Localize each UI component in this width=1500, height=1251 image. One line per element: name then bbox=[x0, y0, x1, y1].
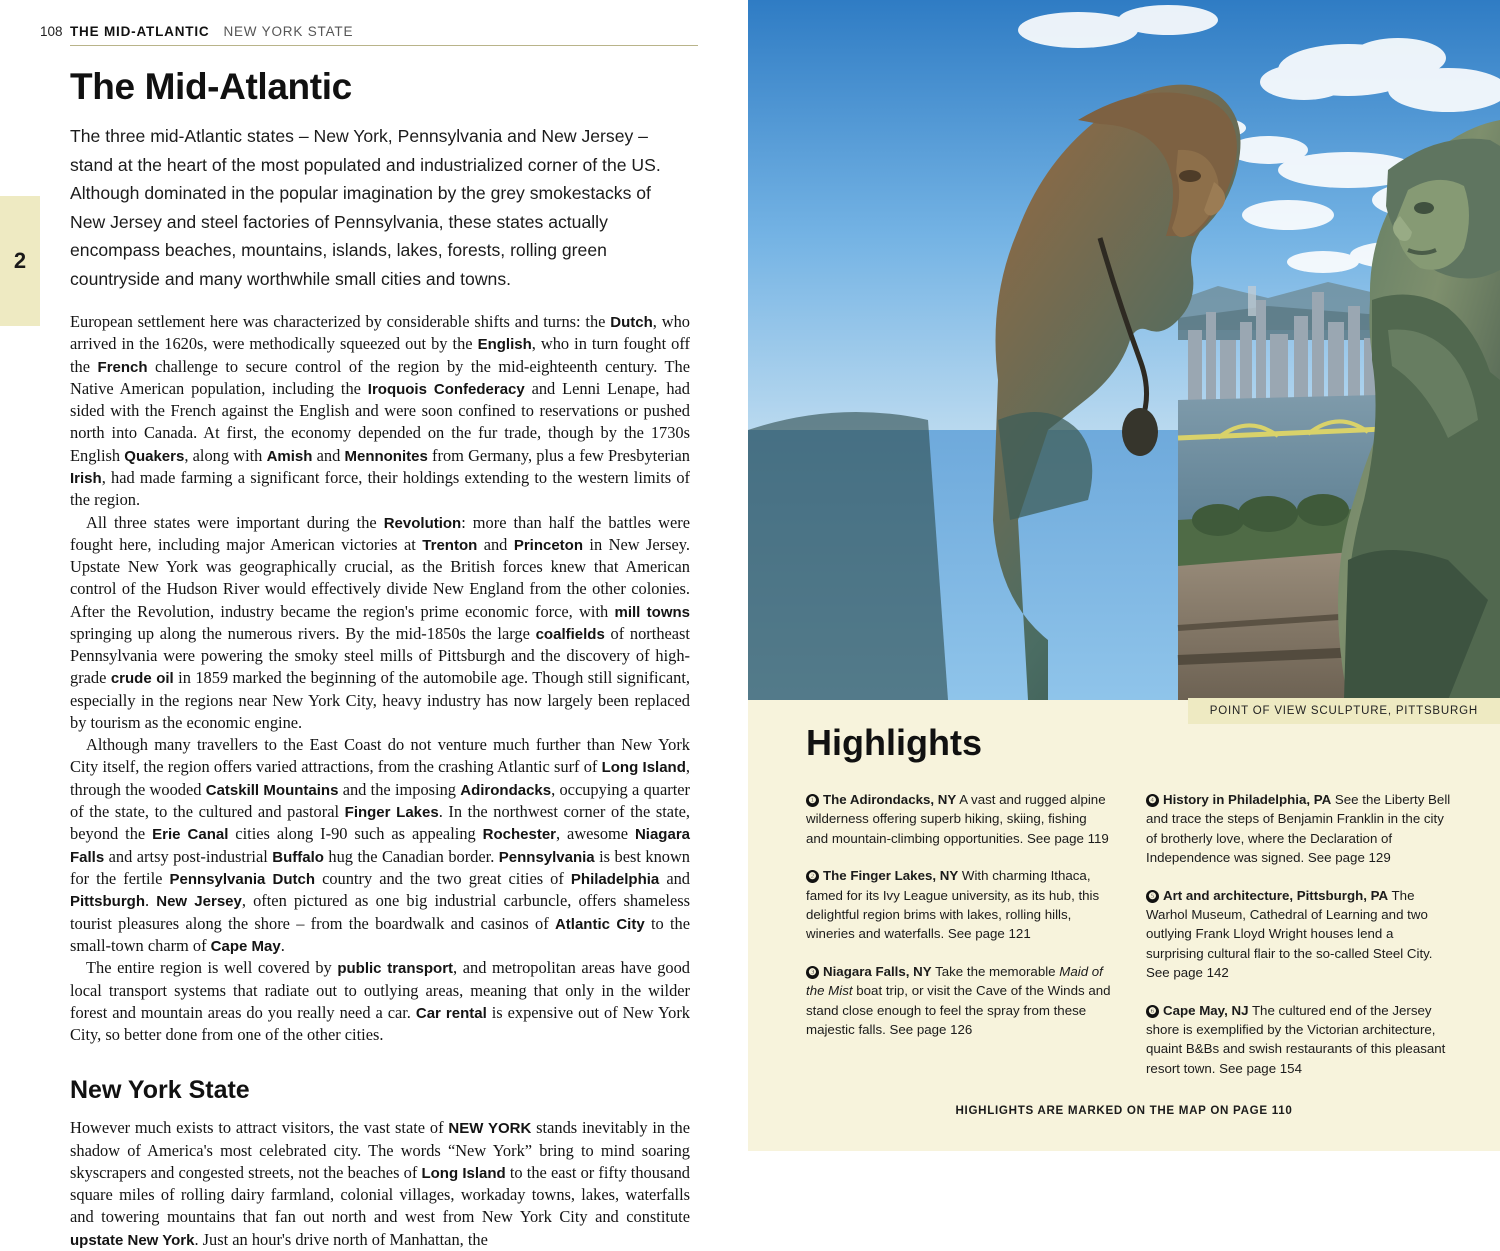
highlight-text: Take the memorable Maid of the Mist boat trip, or visit the Cave of the Winds and stand close enough to feel the spray from these majestic falls. See page 126 bbox=[806, 963, 1111, 1038]
highlights-column-right bbox=[1146, 790, 1452, 1096]
highlight-name: History in Philadelphia, PA bbox=[1163, 792, 1332, 807]
body-paragraph: All three states were important during the Revolution: more than half the battles were fought here, including major American victories at Trenton and Princeton in New Jersey. Upstate New York was geographically crucial, as the British forces knew that American control of the Hudson River would effectively divide New England from the other colonies. After the Revolution, industry became the region's prime economic force, with mill towns springing up along the numerous rivers. By the mid-1850s the large coalfields of northeast Pennsylvania were powering the smoky steel mills of Pittsburgh and the discovery of high-grade crude oil in 1859 marked the beginning of the automobile age. Though still significant, especially in the regions near New York City, heavy industry has now largely been replaced by tourism as the economic engine. bbox=[70, 512, 691, 732]
highlight-number: ❶ bbox=[806, 794, 819, 807]
section-heading: New York State bbox=[70, 1076, 250, 1105]
highlight-text: The Warhol Museum, Cathedral of Learning and two outlying Frank Lloyd Wright houses lend a surprising cultural flair to the so-called Steel City. See page 142 bbox=[1146, 887, 1433, 981]
highlights-column-left bbox=[806, 790, 1112, 1096]
body-paragraph: European settlement here was characterized by considerable shifts and turns: the Dutch, who arrived in the 1620s, were methodically squeezed out by the English, who in turn fought off the French challenge to secure control of the region by the mid-eighteenth century. The Native American population, including the Iroquois Confederacy and Lenni Lenape, had sided with the French against the English and were soon confined to reservations or pushed north into Canada. At first, the economy depended on the fur trade, though by the 1730s English Quakers, along with Amish and Mennonites from Germany, plus a few Presbyterian Irish, had made farming a significant force, their holdings extending to the western limits of the region. bbox=[70, 312, 691, 510]
highlight-name: Cape May, NJ bbox=[1163, 1002, 1249, 1018]
highlight-text: A vast and rugged alpine wilderness offering superb hiking, skiing, fishing and mountain-climbing opportunities. See page 119 bbox=[806, 792, 1109, 846]
chapter-number: 2 bbox=[13, 248, 27, 273]
highlight-number: ❷ bbox=[806, 870, 819, 883]
page-title: The Mid-Atlantic bbox=[70, 66, 352, 107]
highlight-name: Art and architecture, Pittsburgh, PA bbox=[1163, 887, 1389, 903]
highlight-number: ❻ bbox=[1146, 1005, 1159, 1018]
highlight-number: ❸ bbox=[806, 966, 819, 979]
highlight-name: The Finger Lakes, NY bbox=[823, 868, 959, 884]
body-copy bbox=[70, 311, 690, 1046]
point-of-view-sculpture-photo bbox=[748, 0, 1500, 700]
body-paragraph: However much exists to attract visitors, the vast state of NEW YORK stands inevitably in the shadow of America's most celebrated city. The words “New York” bring to mind soaring skyscrapers and congested streets, not the beaches of Long Island to the east or fifty thousand square miles of rolling dairy farmland, colonial villages, workaday towns, lakes, waterfalls and towering mountains that fan out north and west from New York City and constitute upstate New York. Just an hour's drive north of Manhattan, the bbox=[70, 1118, 690, 1249]
highlight-text: The cultured end of the Jersey shore is exemplified by the Victorian architecture, quaint B&Bs and swish restaurants of this pleasant resort town. See page 154 bbox=[1146, 1002, 1446, 1076]
highlight-number: ❺ bbox=[1146, 890, 1159, 903]
highlight-item[interactable] bbox=[1146, 1001, 1452, 1079]
highlight-number: ❹ bbox=[1146, 794, 1159, 807]
highlight-name: The Adirondacks, NY bbox=[823, 792, 957, 807]
page-number: 108 bbox=[40, 24, 63, 39]
highlight-item[interactable] bbox=[806, 962, 1112, 1040]
right-page bbox=[748, 0, 1500, 1151]
highlight-text: See the Liberty Bell and trace the steps of Benjamin Franklin in the city of brotherly love, where the Declaration of Independence was signed. See page 129 bbox=[1146, 792, 1451, 866]
left-page bbox=[0, 0, 748, 1249]
highlight-item[interactable] bbox=[806, 790, 1112, 848]
body-paragraph: Although many travellers to the East Coast do not venture much further than New York City itself, the region offers varied attractions, from the crashing Atlantic surf of Long Island, through the wooded Catskill Mountains and the imposing Adirondacks, occupying a quarter of the state, to the cultured and pastoral Finger Lakes. In the northwest corner of the state, beyond the Erie Canal cities along I-90 such as appealing Rochester, awesome Niagara Falls and artsy post-industrial Buffalo hug the Canadian border. Pennsylvania is best known for the fertile Pennsylvania Dutch country and the two great cities of Philadelphia and Pittsburgh. New Jersey, often pictured as one big industrial carbuncle, offers shameless tourist pleasures along the shore – from the boardwalk and casinos of Atlantic City to the small-town charm of Cape May. bbox=[70, 735, 691, 955]
runhead-section: NEW YORK STATE bbox=[223, 24, 354, 39]
highlight-item[interactable] bbox=[1146, 886, 1452, 983]
section-body-copy bbox=[70, 1117, 690, 1251]
photo-caption: POINT OF VIEW SCULPTURE, PITTSBURGH bbox=[1188, 698, 1500, 724]
running-head bbox=[40, 0, 698, 46]
body-paragraph: The entire region is well covered by public transport, and metropolitan areas have good local transport systems that radiate out to outlying areas, meaning that only in the wilder forest and mountain areas do you really need a car. Car rental is expensive out of New York City, so better done from one of the other cities. bbox=[70, 958, 691, 1045]
highlights-panel bbox=[748, 700, 1500, 1151]
highlights-footer-note: HIGHLIGHTS ARE MARKED ON THE MAP ON PAGE 110 bbox=[955, 1104, 1293, 1117]
highlights-title: Highlights bbox=[806, 722, 982, 763]
chapter-number-tab bbox=[0, 196, 40, 326]
runhead-chapter: THE MID-ATLANTIC bbox=[70, 24, 210, 39]
highlight-text: With charming Ithaca, famed for its Ivy League university, as its hub, this delightful region brims with lakes, rolling hills, wineries and waterfalls. See page 121 bbox=[806, 868, 1100, 942]
highlight-name: Niagara Falls, NY bbox=[823, 963, 932, 979]
highlight-item[interactable] bbox=[1146, 790, 1452, 868]
standfirst: The three mid-Atlantic states – New York, Pennsylvania and New Jersey – stand at the heart of the most populated and industrialized corner of the US. Although dominated in the popular imagination by the grey smokestacks of New Jersey and steel factories of Pennsylvania, these states actually encompass beaches, mountains, islands, lakes, forests, rolling green countryside and many worthwhile small cities and towns. bbox=[70, 126, 661, 289]
highlight-item[interactable] bbox=[806, 866, 1112, 944]
